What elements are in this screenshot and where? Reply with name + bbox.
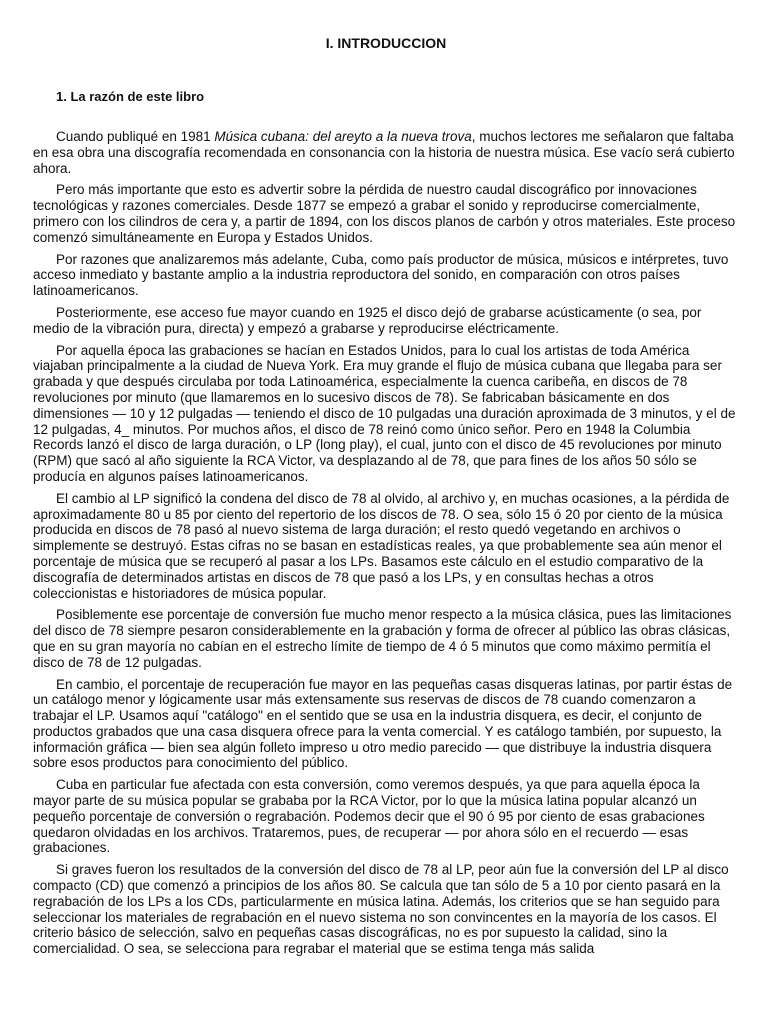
paragraph-10: Si graves fueron los resultados de la conversión del disco de 78 al LP, peor aún fue la conversión del LP al disco compacto (CD) que comenzó a principios de los años 80. Se calcula que tan sólo de 5 a 10 por ciento pasará en la regrabación de los LPs a los CDs, particularmente en música latina. Además, los criterios que se han seguido para seleccionar los materiales de regrabación en el nuevo sistema no son convincentes en la mayoría de los casos. El criterio básico de selección, salvo en pequeñas casas discográficas, no es por supuesto la calidad, sino la comercialidad. O sea, se selecciona para regrabar el material que se estima tenga más salida	[33, 862, 729, 957]
paragraph-7: Posiblemente ese porcentaje de conversión fue mucho menor respecto a la música clásica, pues las limitaciones del disco de 78 siempre pesaron considerablemente en la grabación y forma de ofrecer al público las obras clásicas, que en su gran mayoría no cabían en el estrecho límite de tiempo de 4 ó 5 minutos que como máximo permitía el disco de 78 de 12 pulgadas.	[33, 607, 732, 670]
paragraph-6: El cambio al LP significó la condena del disco de 78 al olvido, al archivo y, en muchas ocasiones, a la pérdida de aproximadamente 80 u 85 por ciento del repertorio de los discos de 78. O sea, sólo 15 ó 20 por ciento de la música producida en discos de 78 pasó al nuevo sistema de larga duración; el resto quedó vegetando en archivos o simplemente se destruyó. Estas cifras no se basan en estadísticas reales, ya que probablemente sea aún menor el porcentaje de música que se recuperó al pasar a los LPs. Basamos este cálculo en el estudio comparativo de la discografía de determinados artistas en discos de 78 que pasó a los LPs, y en consultas hechas a otros coleccionistas e historiadores de música popular.	[33, 490, 730, 601]
body-text	[33, 129, 739, 963]
book-title: Música cubana: del areyto a la nueva trova	[214, 129, 472, 144]
paragraph-1-intro: Cuando publiqué en 1981	[56, 129, 215, 144]
paragraph-1	[33, 129, 739, 176]
chapter-title: I. INTRODUCCION	[325, 35, 447, 51]
section-title: 1. La razón de este libro	[56, 89, 205, 104]
paragraph-2: Pero más importante que esto es advertir sobre la pérdida de nuestro caudal discográfico por innovaciones tecnológicas y razones comerciales. Desde 1877 se empezó a grabar el sonido y reproducirse comercialmente, primero con los cilindros de cera y, a partir de 1894, con los discos planos de carbón y otros materiales. Este proceso comenzó simultáneamente en Europa y Estados Unidos.	[33, 182, 736, 245]
paragraph-1-rest: , muchos lectores me señalaron que faltaba en esa obra una discografía recomendada en consonancia con la historia de nuestra música. Ese vacío será cubierto ahora.	[33, 129, 735, 176]
paragraph-4: Posteriormente, ese acceso fue mayor cuando en 1925 el disco dejó de grabarse acústicamente (o sea, por medio de la vibración pura, directa) y empezó a grabarse y reproducirse eléctricamente.	[33, 304, 702, 336]
paragraph-9: Cuba en particular fue afectada con esta conversión, como veremos después, ya que para aquella época la mayor parte de su música popular se grababa por la RCA Victor, por lo que la música latina popular alcanzó un pequeño porcentaje de conversión o regrabación. Podemos decir que el 90 ó 95 por ciento de esas grabaciones quedaron olvidadas en los archivos. Trataremos, pues, de recuperar — por ahora sólo en el recuerdo — esas grabaciones.	[33, 777, 705, 856]
paragraph-5: Por aquella época las grabaciones se hacían en Estados Unidos, para lo cual los artistas de toda América viajaban principalmente a la ciudad de Nueva York. Era muy grande el flujo de música cubana que llegaba para ser grabada y que después circulaba por toda Latinoamérica, especialmente la cuenca caribeña, en discos de 78 revoluciones por minuto (que llamaremos en lo sucesivo discos de 78). Se fabricaban básicamente en dos dimensiones — 10 y 12 pulgadas — teniendo el disco de 10 pulgadas una duración aproximada de 3 minutos, y el de 12 pulgadas, 4_ minutos. Por muchos años, el disco de 78 reinó como único señor. Pero en 1948 la Columbia Records lanzó el disco de larga duración, o LP (long play), el cual, junto con el disco de 45 revoluciones por minuto (RPM) que sacó al año siguiente la RCA Victor, va desplazando al de 78, que para fines de los años 50 sólo se producía en algunos países latinoamericanos.	[33, 342, 736, 484]
paragraph-8: En cambio, el porcentaje de recuperación fue mayor en las pequeñas casas disqueras latinas, por partir éstas de un catálogo menor y lógicamente usar más extensamente sus reservas de discos de 78 cuando comenzaron a trabajar el LP. Usamos aquí "catálogo" en el sentido que se usa en la industria disquera, es decir, el conjunto de productos grabados que una casa disquera ofrece para la venta comercial. Y es catálogo también, por supuesto, la información gráfica — bien sea algún folleto impreso u otro medio parecido — que distribuye la industria disquera sobre esos productos para conocimiento del público.	[33, 676, 733, 771]
paragraph-3: Por razones que analizaremos más adelante, Cuba, como país productor de música, músicos e intérpretes, tuvo acceso inmediato y bastante amplio a la industria reproductora del sonido, en comparación con otros países latinoamericanos.	[33, 251, 729, 299]
